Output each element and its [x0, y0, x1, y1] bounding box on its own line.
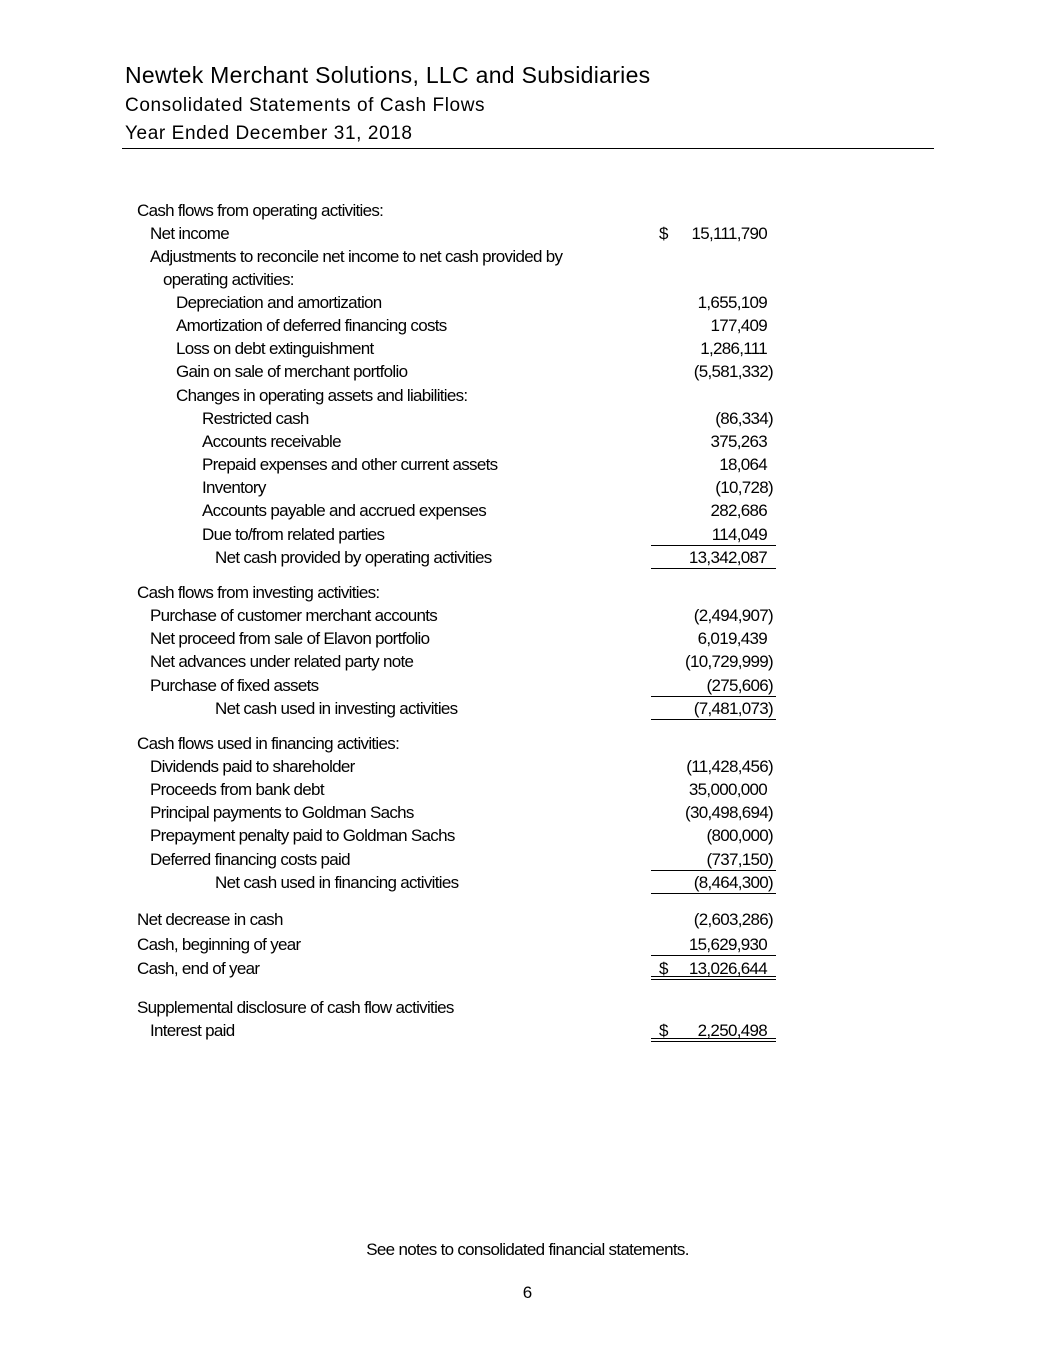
row-amount	[651, 802, 776, 824]
row-label: Inventory	[202, 478, 266, 497]
row-amount	[651, 698, 776, 720]
row-label: Cash flows used in financing activities:	[137, 734, 400, 753]
dollar-sign: $	[659, 1021, 668, 1040]
row-amount	[651, 547, 776, 569]
row-label: Gain on sale of merchant portfolio	[176, 362, 408, 381]
amount-value: 13,342,087	[688, 548, 767, 567]
page-number: 6	[522, 1283, 533, 1302]
row-label: Net cash provided by operating activities	[215, 548, 492, 567]
row-label: Restricted cash	[202, 409, 309, 428]
statement-row	[0, 269, 1055, 291]
header-rule	[122, 148, 934, 149]
statement-row	[0, 431, 1055, 453]
row-amount	[651, 756, 776, 778]
row-amount	[651, 1020, 776, 1042]
footer-note: See notes to consolidated financial statements.	[366, 1240, 689, 1259]
statement-row	[0, 338, 1055, 360]
row-label: Accounts receivable	[202, 432, 341, 451]
row-amount	[651, 292, 776, 314]
row-label: Net proceed from sale of Elavon portfolio	[150, 629, 430, 648]
dollar-sign: $	[659, 959, 668, 978]
row-amount	[651, 651, 776, 673]
dollar-sign: $	[659, 224, 668, 243]
row-label: Purchase of customer merchant accounts	[150, 606, 438, 625]
amount-value: (10,728)	[715, 478, 773, 497]
amount-value: (11,428,456)	[686, 757, 773, 776]
amount-value: 1,655,109	[697, 293, 767, 312]
amount-value: (86,334)	[715, 409, 773, 428]
statement-row	[0, 733, 1055, 755]
row-label: Net cash used in investing activities	[215, 699, 458, 718]
amount-value: 2,250,498	[697, 1021, 767, 1040]
statement-row	[0, 547, 1055, 569]
statement-row	[0, 524, 1055, 546]
row-amount	[651, 825, 776, 847]
statement-row	[0, 408, 1055, 430]
statement-row	[0, 779, 1055, 801]
row-label: Prepayment penalty paid to Goldman Sachs	[150, 826, 455, 845]
statement-row	[0, 246, 1055, 268]
amount-value: (800,000)	[706, 826, 773, 845]
statement-row	[0, 500, 1055, 522]
statement-row	[0, 385, 1055, 407]
statement-row	[0, 825, 1055, 847]
statement-row	[0, 477, 1055, 499]
amount-value: 13,026,644	[688, 959, 767, 978]
statement-period: Year Ended December 31, 2018	[125, 123, 413, 144]
row-amount	[651, 958, 776, 980]
statement-row	[0, 223, 1055, 245]
statement-row	[0, 315, 1055, 337]
statement-row	[0, 651, 1055, 673]
row-label: Cash flows from investing activities:	[137, 583, 380, 602]
row-amount	[651, 524, 776, 546]
row-label: Depreciation and amortization	[176, 293, 382, 312]
row-amount	[651, 338, 776, 360]
statement-row	[0, 361, 1055, 383]
row-label: Net income	[150, 224, 229, 243]
amount-value: (2,603,286)	[693, 910, 773, 929]
row-amount	[651, 408, 776, 430]
statement-row	[0, 756, 1055, 778]
statement-row	[0, 909, 1055, 931]
amount-value: (10,729,999)	[684, 652, 773, 671]
row-label: Net advances under related party note	[150, 652, 414, 671]
row-label: Loss on debt extinguishment	[176, 339, 374, 358]
amount-value: (7,481,073)	[693, 699, 773, 718]
row-label: Principal payments to Goldman Sachs	[150, 803, 414, 822]
row-amount	[651, 454, 776, 476]
statement-row	[0, 454, 1055, 476]
row-label: operating activities:	[163, 270, 294, 289]
amount-value: (30,498,694)	[684, 803, 773, 822]
statement-row	[0, 698, 1055, 720]
row-amount	[651, 779, 776, 801]
row-amount	[651, 500, 776, 522]
row-amount	[651, 849, 776, 871]
row-label: Cash flows from operating activities:	[137, 201, 384, 220]
amount-value: 15,629,930	[688, 935, 767, 954]
row-amount	[651, 361, 776, 383]
row-label: Cash, end of year	[137, 959, 260, 978]
amount-value: (275,606)	[706, 676, 773, 695]
amount-value: (5,581,332)	[693, 362, 773, 381]
row-amount	[651, 477, 776, 499]
amount-value: 15,111,790	[691, 224, 767, 243]
amount-value: (737,150)	[706, 850, 773, 869]
statement-row	[0, 605, 1055, 627]
row-label: Interest paid	[150, 1021, 235, 1040]
amount-value: (8,464,300)	[693, 873, 773, 892]
statement-row	[0, 872, 1055, 894]
row-amount	[651, 909, 776, 931]
statement-row	[0, 582, 1055, 604]
statement-row	[0, 1020, 1055, 1042]
amount-value: 1,286,111	[700, 339, 767, 358]
row-label: Net decrease in cash	[137, 910, 283, 929]
amount-value: 114,049	[711, 525, 767, 544]
row-amount	[651, 934, 776, 956]
statement-row	[0, 802, 1055, 824]
statement-row	[0, 934, 1055, 956]
row-label: Accounts payable and accrued expenses	[202, 501, 487, 520]
amount-value: 18,064	[719, 455, 767, 474]
amount-value: 282,686	[710, 501, 767, 520]
statement-row	[0, 628, 1055, 650]
row-label: Amortization of deferred financing costs	[176, 316, 447, 335]
statement-title: Consolidated Statements of Cash Flows	[125, 95, 486, 116]
statement-row	[0, 675, 1055, 697]
statement-row	[0, 849, 1055, 871]
statement-row	[0, 200, 1055, 222]
company-name: Newtek Merchant Solutions, LLC and Subsidiaries	[125, 62, 651, 88]
statement-row	[0, 292, 1055, 314]
row-label: Dividends paid to shareholder	[150, 757, 355, 776]
row-amount	[651, 628, 776, 650]
row-label: Due to/from related parties	[202, 525, 385, 544]
row-amount	[651, 872, 776, 894]
row-label: Proceeds from bank debt	[150, 780, 324, 799]
row-amount	[651, 675, 776, 697]
row-label: Net cash used in financing activities	[215, 873, 459, 892]
amount-value: (2,494,907)	[693, 606, 773, 625]
amount-value: 6,019,439	[697, 629, 767, 648]
row-amount	[651, 605, 776, 627]
row-label: Adjustments to reconcile net income to net cash provided by	[150, 247, 563, 266]
amount-value: 35,000,000	[688, 780, 767, 799]
statement-row	[0, 997, 1055, 1019]
row-label: Deferred financing costs paid	[150, 850, 350, 869]
amount-value: 177,409	[710, 316, 767, 335]
row-label: Prepaid expenses and other current assets	[202, 455, 498, 474]
row-amount	[651, 431, 776, 453]
row-label: Supplemental disclosure of cash flow activities	[137, 998, 454, 1017]
row-amount	[651, 315, 776, 337]
row-label: Changes in operating assets and liabilities:	[176, 386, 468, 405]
row-amount	[651, 223, 776, 245]
statement-row	[0, 958, 1055, 980]
row-label: Cash, beginning of year	[137, 935, 301, 954]
row-label: Purchase of fixed assets	[150, 676, 319, 695]
amount-value: 375,263	[710, 432, 767, 451]
